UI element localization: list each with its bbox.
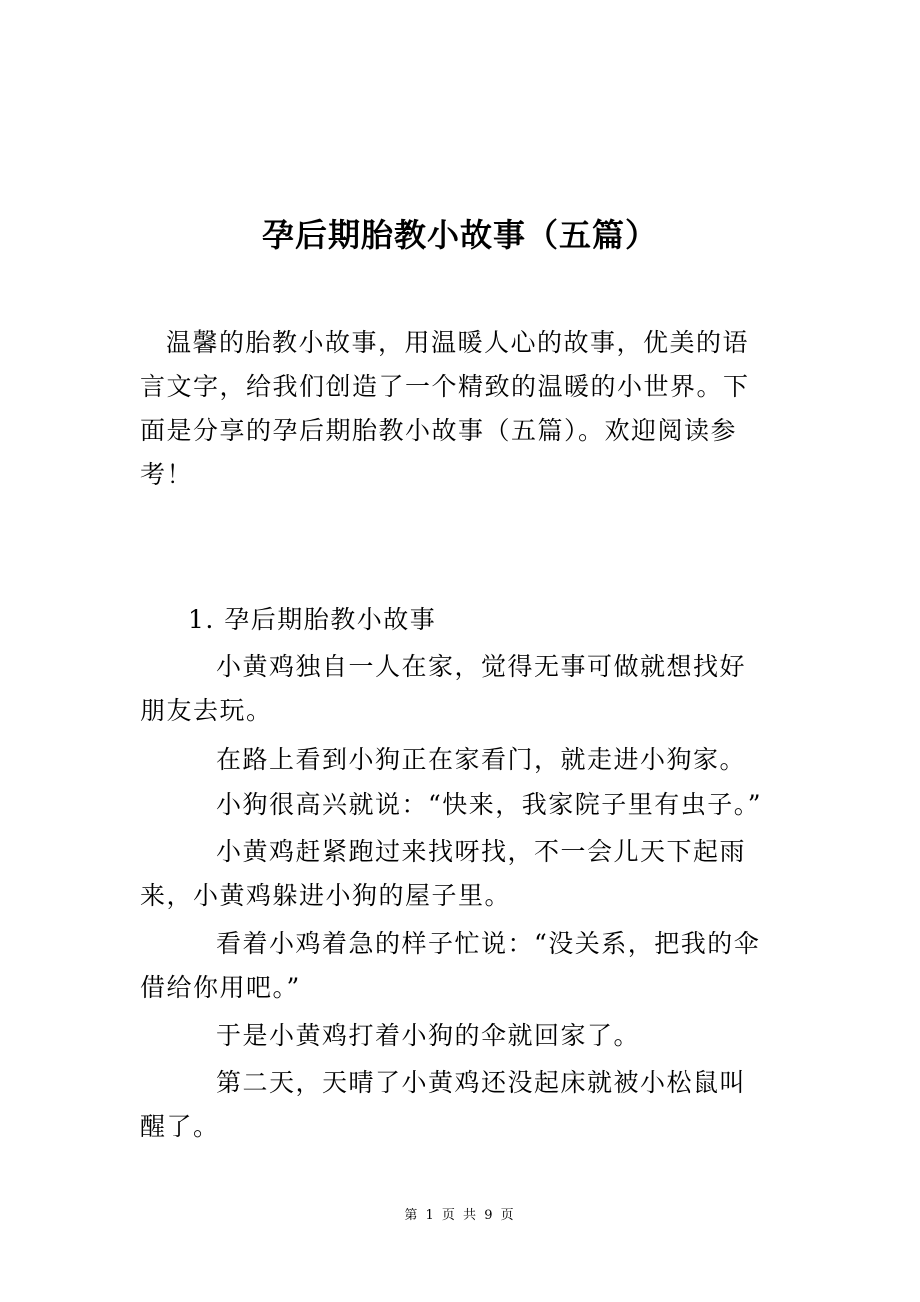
story-paragraph: 小狗很高兴就说：“快来，我家院子里有虫子。” [216, 790, 763, 819]
story-paragraph: 第二天，天晴了小黄鸡还没起床就被小松鼠叫醒了。 [140, 1068, 747, 1141]
intro-paragraph: 温馨的胎教小故事，用温暖人心的故事，优美的语言文字，给我们创造了一个精致的温暖的小世界。下面是分享的孕后期胎教小故事（五篇）。欢迎阅读参考！ [140, 328, 750, 489]
section-title: 1. 孕后期胎教小故事 [188, 605, 437, 634]
story-paragraph: 小黄鸡独自一人在家，觉得无事可做就想找好朋友去玩。 [140, 652, 747, 725]
document-title: 孕后期胎教小故事（五篇） [261, 216, 658, 255]
story-paragraph: 于是小黄鸡打着小狗的伞就回家了。 [216, 1021, 641, 1050]
story-paragraph: 看着小鸡着急的样子忙说：“没关系，把我的伞借给你用吧。” [140, 929, 761, 1002]
page-number-footer: 第 1 页 共 9 页 [404, 1208, 516, 1223]
story-paragraph: 在路上看到小狗正在家看门，就走进小狗家。 [216, 745, 747, 774]
story-paragraph: 小黄鸡赶紧跑过来找呀找，不一会儿天下起雨来，小黄鸡躲进小狗的屋子里。 [140, 837, 747, 910]
